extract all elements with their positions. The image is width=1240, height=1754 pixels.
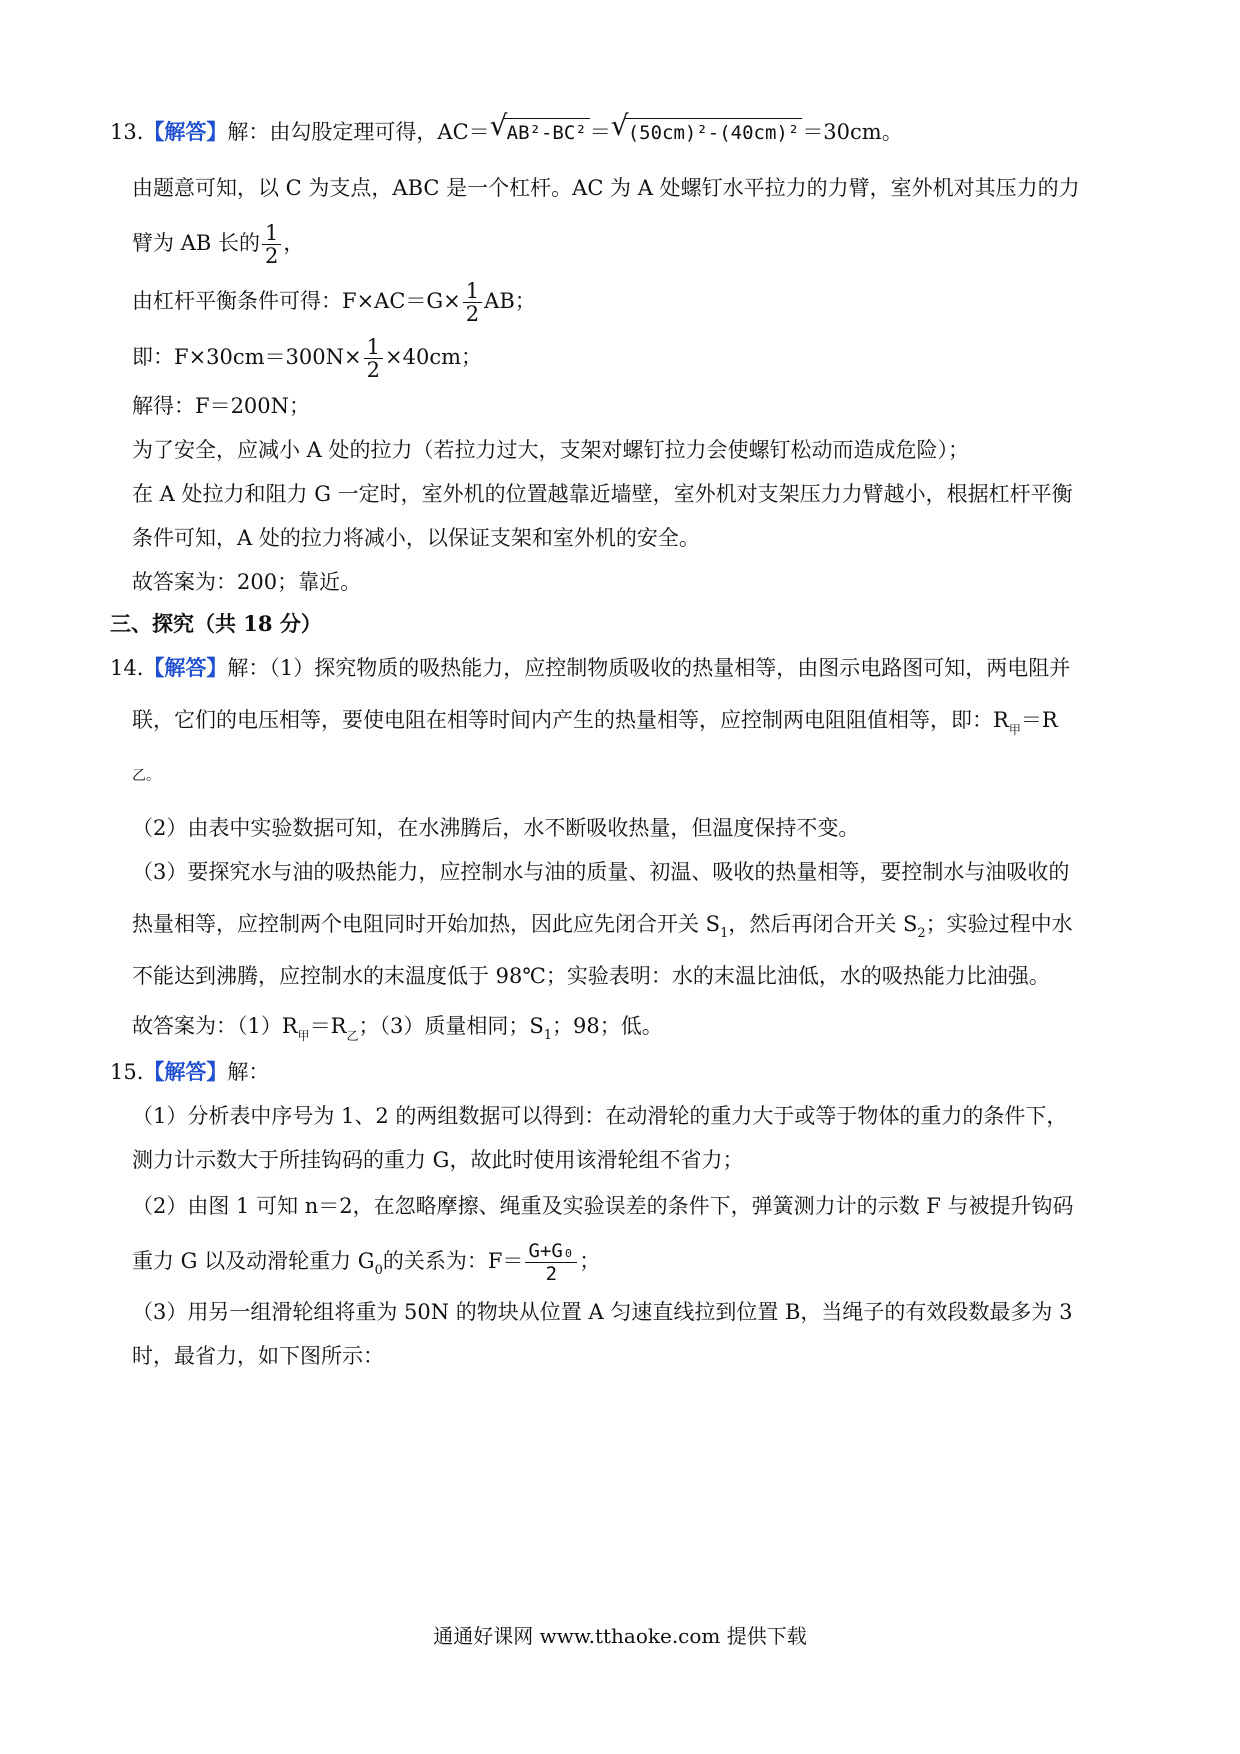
- q14-line-6: 热量相等，应控制两个电阻同时开始加热，因此应先闭合开关 $S_1$，然后再闭合开关 $S_2$；实验过程中水: [132, 912, 1073, 941]
- q15-line-6: （3）用另一组滑轮组将重为 50N 的物块从位置 A 匀速直线拉到位置 B，当绳子的有效段数最多为 3: [132, 1300, 1073, 1324]
- q15-line-1: 15.【解答】解：: [110, 1059, 270, 1084]
- q13-line-9: 条件可知，A 处的拉力将减小，以保证支架和室外机的安全。: [132, 526, 700, 550]
- section-3-heading: 三、探究（共 18 分）: [110, 611, 322, 636]
- fraction-half: $\frac{1}{2}$: [364, 336, 383, 381]
- q13-line-8: 在 A 处拉力和阻力 G 一定时，室外机的位置越靠近墙壁，室外机对支架压力力臂越小，根据杠杆平衡: [132, 482, 1073, 506]
- q15-line-2: （1）分析表中序号为 1、2 的两组数据可以得到：在动滑轮的重力大于或等于物体的重力的条件下，: [132, 1104, 1068, 1128]
- q13-line-7: 为了安全，应减小 A 处的拉力（若拉力过大，支架对螺钉拉力会使螺钉松动而造成危险）；: [132, 438, 970, 462]
- q13-answer-tag: 【解答】: [143, 119, 228, 144]
- q14-line-2: 联，它们的电压相等，要使电阻在相等时间内产生的热量相等，应控制两电阻阻值相等，即：$R_甲=R$: [132, 708, 1058, 737]
- q15-answer-tag: 【解答】: [143, 1059, 228, 1084]
- q14-line-7: 不能达到沸腾，应控制水的末温度低于 98℃；实验表明：水的末温比油低，水的吸热能力比油强。: [132, 964, 1050, 988]
- q14-line-5: （3）要探究水与油的吸热能力，应控制水与油的质量、初温、吸收的热量相等，要控制水与油吸收的: [132, 860, 1070, 884]
- q14-line-3: 乙。: [132, 768, 160, 784]
- fraction-half: $\frac{1}{2}$: [463, 280, 482, 325]
- q14-answer-tag: 【解答】: [143, 655, 228, 680]
- q15-line-4: （2）由图 1 可知 n＝2，在忽略摩擦、绳重及实验误差的条件下，弹簧测力计的示数 F 与被提升钩码: [132, 1194, 1074, 1218]
- q13-line-2: 由题意可知，以 C 为支点，ABC 是一个杠杆。AC 为 A 处螺钉水平拉力的力臂，室外机对其压力的力: [132, 176, 1080, 200]
- footer-source: 通通好课网 www.tthaoke.com 提供下载: [433, 1624, 807, 1648]
- q13-line-4: 由杠杆平衡条件可得：F×AC＝G× $\frac{1}{2}$ AB；: [132, 279, 536, 326]
- q13-number: 13.: [110, 120, 144, 144]
- q13-line-3: 臂为 AB 长的 $\frac{1}{2}$ ，: [132, 221, 305, 268]
- q15-line-7: 时，最省力，如下图所示：: [132, 1344, 384, 1368]
- sqrt-expression-1: √ AB²-BC²: [490, 118, 590, 147]
- q14-line-8: 故答案为：$(1)R_甲=R_乙$；（3）质量相同；$S_1$；98；低。: [132, 1014, 663, 1043]
- fraction-half: $\frac{1}{2}$: [262, 222, 281, 267]
- q14-line-4: （2）由表中实验数据可知，在水沸腾后，水不断吸收热量，但温度保持不变。: [132, 816, 860, 840]
- q13-line-10: 故答案为：200；靠近。: [132, 570, 362, 594]
- sqrt-expression-2: √ (50cm)²-(40cm)²: [611, 118, 803, 147]
- q15-number: 15.: [110, 1060, 144, 1084]
- q15-line-5: 重力 G 以及动滑轮重力 $G_0$的关系为：F＝ $\frac{\text{G+G₀}}{2}$ ；: [132, 1240, 601, 1285]
- q13-line-6: 解得：F＝200N；: [132, 394, 311, 418]
- q13-line-5: 即：F×30cm＝300N× $\frac{1}{2}$ ×40cm；: [132, 335, 482, 382]
- fraction-g-plus-g0-over-2: $\frac{\text{G+G₀}}{2}$: [525, 1240, 577, 1285]
- q14-line-1: 14.【解答】解：（1）探究物质的吸热能力，应控制物质吸收的热量相等，由图示电路图可知，两电阻并: [110, 655, 1071, 680]
- q13-line-1: 13.【解答】解：由勾股定理可得，AC＝ √ AB²-BC² ＝ √ (50cm)²-(40cm)² ＝30cm。: [110, 118, 903, 147]
- q14-number: 14.: [110, 656, 144, 680]
- q15-line-3: 测力计示数大于所挂钩码的重力 G，故此时使用该滑轮组不省力；: [132, 1148, 744, 1172]
